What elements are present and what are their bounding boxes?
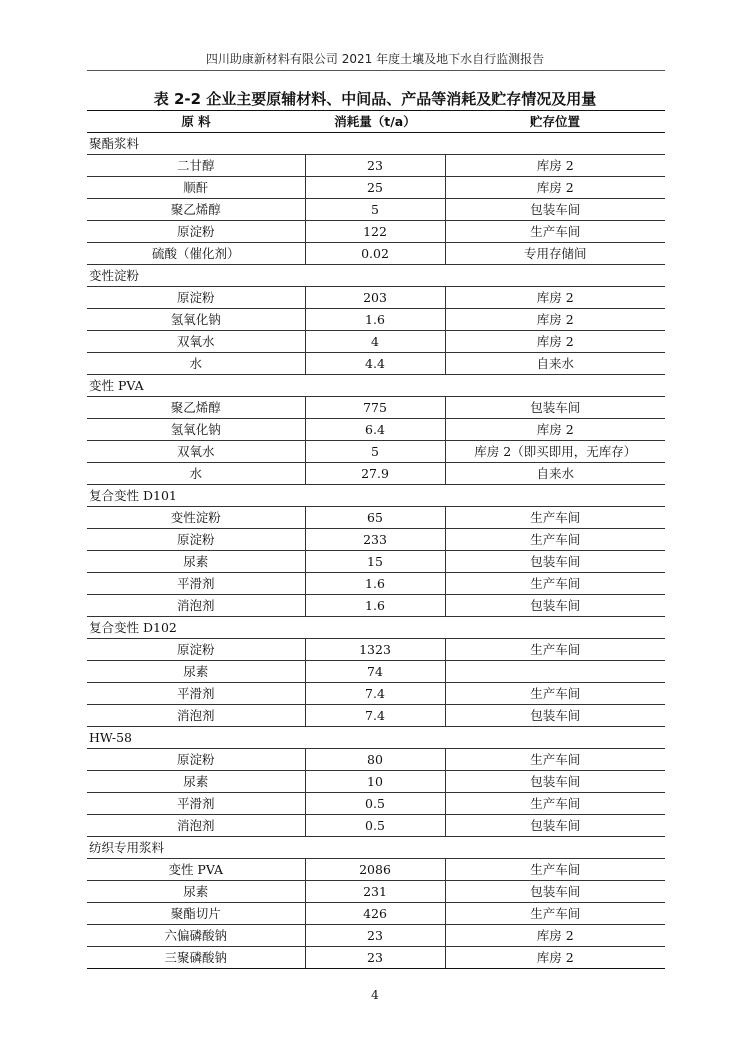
material-cell: 平滑剂 [87, 683, 305, 705]
storage-cell: 包装车间 [445, 595, 665, 617]
material-cell: 变性淀粉 [87, 507, 305, 529]
group-label: HW-58 [87, 727, 665, 749]
table-row [87, 199, 665, 221]
table-row [87, 925, 665, 947]
table-row [87, 529, 665, 551]
material-cell: 消泡剂 [87, 595, 305, 617]
material-cell: 平滑剂 [87, 793, 305, 815]
storage-cell: 生产车间 [445, 529, 665, 551]
material-cell: 原淀粉 [87, 221, 305, 243]
consumption-cell: 203 [305, 287, 445, 309]
material-cell: 二甘醇 [87, 155, 305, 177]
storage-cell: 包装车间 [445, 771, 665, 793]
material-cell: 原淀粉 [87, 287, 305, 309]
material-cell: 平滑剂 [87, 573, 305, 595]
table-row [87, 397, 665, 419]
material-cell: 聚乙烯醇 [87, 199, 305, 221]
consumption-cell: 426 [305, 903, 445, 925]
storage-cell [445, 661, 665, 683]
consumption-cell: 231 [305, 881, 445, 903]
table-row [87, 595, 665, 617]
header-rule [87, 70, 665, 71]
material-cell: 氢氧化钠 [87, 419, 305, 441]
consumption-cell: 0.02 [305, 243, 445, 265]
material-cell: 氢氧化钠 [87, 309, 305, 331]
group-row [87, 375, 665, 397]
consumption-cell: 15 [305, 551, 445, 573]
consumption-cell: 775 [305, 397, 445, 419]
table-row [87, 749, 665, 771]
materials-table [87, 110, 665, 969]
material-cell: 消泡剂 [87, 815, 305, 837]
material-cell: 尿素 [87, 881, 305, 903]
storage-cell: 生产车间 [445, 793, 665, 815]
consumption-cell: 2086 [305, 859, 445, 881]
table-row [87, 221, 665, 243]
material-cell: 聚乙烯醇 [87, 397, 305, 419]
table-row [87, 243, 665, 265]
consumption-cell: 4 [305, 331, 445, 353]
table-title: 表 2-2 企业主要原辅材料、中间品、产品等消耗及贮存情况及用量 [153, 90, 597, 108]
storage-cell: 自来水 [445, 463, 665, 485]
consumption-cell: 5 [305, 199, 445, 221]
material-cell: 顺酐 [87, 177, 305, 199]
storage-cell: 自来水 [445, 353, 665, 375]
consumption-cell: 5 [305, 441, 445, 463]
table-row [87, 705, 665, 727]
consumption-cell: 233 [305, 529, 445, 551]
consumption-cell: 74 [305, 661, 445, 683]
storage-cell: 包装车间 [445, 881, 665, 903]
table-row [87, 859, 665, 881]
consumption-cell: 4.4 [305, 353, 445, 375]
consumption-cell: 1.6 [305, 573, 445, 595]
consumption-cell: 122 [305, 221, 445, 243]
group-label: 复合变性 D102 [87, 617, 665, 639]
table-row [87, 177, 665, 199]
column-header-storage: 贮存位置 [445, 111, 665, 133]
material-cell: 聚酯切片 [87, 903, 305, 925]
table-row [87, 771, 665, 793]
consumption-cell: 7.4 [305, 705, 445, 727]
group-label: 复合变性 D101 [87, 485, 665, 507]
material-cell: 尿素 [87, 551, 305, 573]
consumption-cell: 1.6 [305, 309, 445, 331]
storage-cell: 库房 2 [445, 947, 665, 969]
group-row [87, 265, 665, 287]
material-cell: 尿素 [87, 661, 305, 683]
storage-cell: 库房 2 [445, 419, 665, 441]
table-row [87, 419, 665, 441]
column-header-consumption: 消耗量（t/a） [305, 111, 445, 133]
storage-cell: 生产车间 [445, 573, 665, 595]
storage-cell: 库房 2 [445, 309, 665, 331]
storage-cell: 包装车间 [445, 199, 665, 221]
material-cell: 原淀粉 [87, 749, 305, 771]
storage-cell: 库房 2 [445, 155, 665, 177]
consumption-cell: 1323 [305, 639, 445, 661]
table-row [87, 331, 665, 353]
storage-cell: 库房 2 [445, 177, 665, 199]
storage-cell: 生产车间 [445, 221, 665, 243]
table-row [87, 947, 665, 969]
storage-cell: 生产车间 [445, 639, 665, 661]
group-label: 聚酯浆料 [87, 133, 665, 155]
material-cell: 水 [87, 353, 305, 375]
storage-cell: 包装车间 [445, 705, 665, 727]
consumption-cell: 7.4 [305, 683, 445, 705]
material-cell: 双氧水 [87, 331, 305, 353]
consumption-cell: 23 [305, 947, 445, 969]
storage-cell: 库房 2 [445, 331, 665, 353]
consumption-cell: 1.6 [305, 595, 445, 617]
consumption-cell: 25 [305, 177, 445, 199]
storage-cell: 包装车间 [445, 551, 665, 573]
storage-cell: 生产车间 [445, 859, 665, 881]
material-cell: 尿素 [87, 771, 305, 793]
table-row [87, 881, 665, 903]
page-header: 四川助康新材料有限公司 2021 年度土壤及地下水自行监测报告 [205, 52, 545, 66]
material-cell: 三聚磷酸钠 [87, 947, 305, 969]
material-cell: 变性 PVA [87, 859, 305, 881]
table-row [87, 793, 665, 815]
consumption-cell: 65 [305, 507, 445, 529]
table-row [87, 573, 665, 595]
material-cell: 原淀粉 [87, 639, 305, 661]
consumption-cell: 80 [305, 749, 445, 771]
table-row [87, 661, 665, 683]
group-label: 变性 PVA [87, 375, 665, 397]
material-cell: 硫酸（催化剂） [87, 243, 305, 265]
material-cell: 六偏磷酸钠 [87, 925, 305, 947]
consumption-cell: 23 [305, 925, 445, 947]
storage-cell: 生产车间 [445, 683, 665, 705]
table-row [87, 287, 665, 309]
consumption-cell: 23 [305, 155, 445, 177]
table-row [87, 155, 665, 177]
storage-cell: 库房 2 [445, 287, 665, 309]
material-cell: 原淀粉 [87, 529, 305, 551]
table-row [87, 551, 665, 573]
storage-cell: 库房 2 [445, 925, 665, 947]
consumption-cell: 27.9 [305, 463, 445, 485]
storage-cell: 专用存储间 [445, 243, 665, 265]
storage-cell: 生产车间 [445, 507, 665, 529]
table-row [87, 903, 665, 925]
table-row [87, 815, 665, 837]
consumption-cell: 6.4 [305, 419, 445, 441]
group-row [87, 727, 665, 749]
group-label: 纺织专用浆料 [87, 837, 665, 859]
material-cell: 水 [87, 463, 305, 485]
table-row [87, 309, 665, 331]
table-row [87, 353, 665, 375]
storage-cell: 包装车间 [445, 397, 665, 419]
consumption-cell: 0.5 [305, 793, 445, 815]
table-row [87, 441, 665, 463]
group-row [87, 837, 665, 859]
material-cell: 双氧水 [87, 441, 305, 463]
table-row [87, 683, 665, 705]
table-row [87, 507, 665, 529]
storage-cell: 生产车间 [445, 903, 665, 925]
column-header-material: 原 料 [87, 111, 305, 133]
group-label: 变性淀粉 [87, 265, 665, 287]
group-row [87, 485, 665, 507]
page-number: 4 [371, 988, 379, 1002]
group-row [87, 617, 665, 639]
storage-cell: 包装车间 [445, 815, 665, 837]
consumption-cell: 0.5 [305, 815, 445, 837]
table-row [87, 463, 665, 485]
storage-cell: 库房 2（即买即用，无库存） [445, 441, 665, 463]
group-row [87, 133, 665, 155]
table-header-row [87, 111, 665, 133]
consumption-cell: 10 [305, 771, 445, 793]
storage-cell: 生产车间 [445, 749, 665, 771]
material-cell: 消泡剂 [87, 705, 305, 727]
table-row [87, 639, 665, 661]
